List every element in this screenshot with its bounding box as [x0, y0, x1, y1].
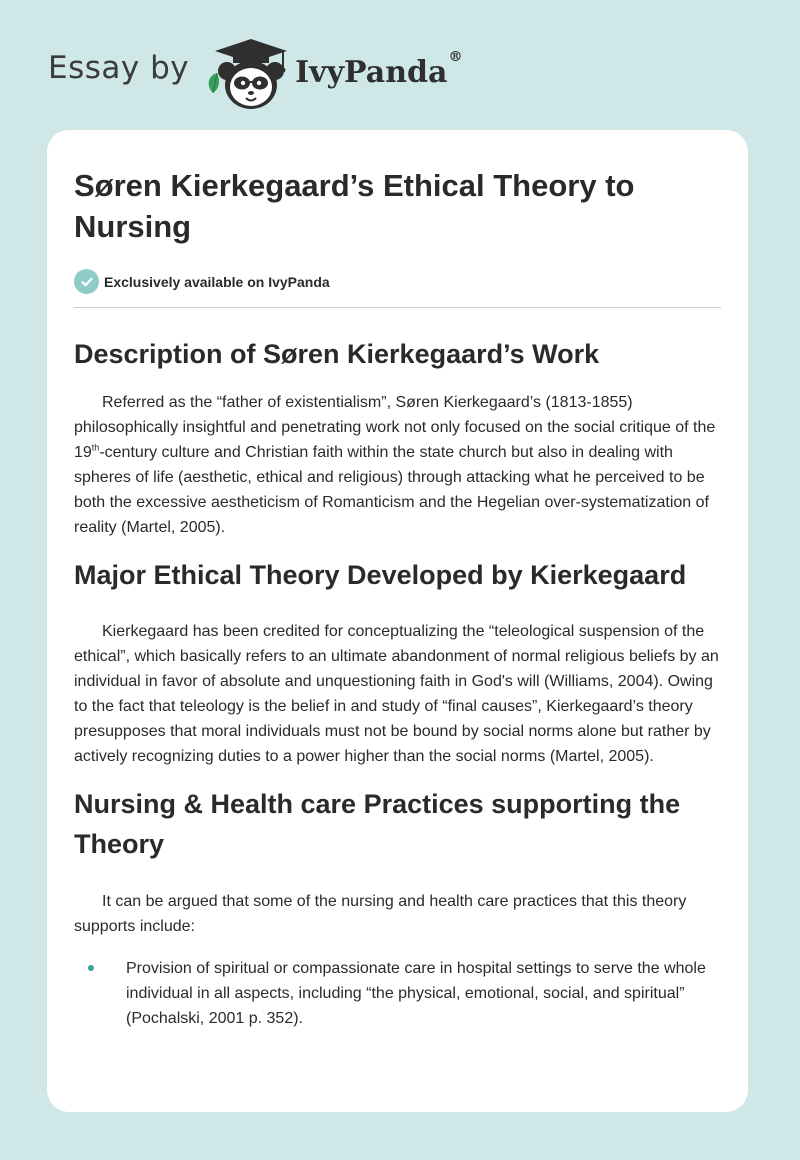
registered-mark: ® — [448, 48, 463, 65]
brand-header — [48, 34, 568, 114]
section-paragraph: It can be argued that some of the nursing and health care practices that this theory supports include: — [74, 893, 687, 935]
section-heading: Major Ethical Theory Developed by Kierkegaard — [74, 560, 687, 590]
section-paragraph: Referred as the “father of existentialism”, Søren Kierkegaard’s (1813-1855) philosophically insightful and penetrating work not only focused on the social critique of the 19th-century culture and Christian faith within the state church but also in dealing with spheres of life (aesthetic, ethical and religious) through attacking what he perceived to be both the excessive aestheticism of Romanticism and the Hegelian over-systematization of reality (Martel, 2005). — [74, 394, 716, 536]
exclusive-label: Exclusively available on IvyPanda — [104, 273, 330, 290]
essay-card — [47, 130, 748, 1112]
check-icon — [74, 269, 99, 294]
section-heading: Description of Søren Kierkegaard’s Work — [74, 339, 600, 369]
panda-graduate-icon[interactable] — [203, 35, 299, 113]
page-title: Søren Kierkegaard’s Ethical Theory to Nursing — [74, 168, 635, 244]
brand-name[interactable]: IvyPanda® — [295, 48, 463, 90]
list-item: Provision of spiritual or compassionate care in hospital settings to serve the whole individual in all aspects, including “the physical, emotional, social, and spiritual” (Pochalski, 2001 p. 352). — [74, 956, 721, 1031]
bullet-list — [74, 956, 721, 1031]
section-heading: Nursing & Health care Practices supporting the Theory — [74, 789, 681, 859]
divider — [74, 307, 721, 308]
section-paragraph: Kierkegaard has been credited for conceptualizing the “teleological suspension of the ethical”, which basically refers to an ultimate abandonment of normal religious beliefs by an individual in favor of absolute and unquestioning faith in God's will (Williams, 2004). Owing to the fact that teleology is the belief in and study of “final causes”, Kierkegaard’s theory presupposes that moral individuals must not be bound by social norms alone but rather by actively recognizing duties to a power higher than the social norms (Martel, 2005). — [74, 623, 719, 765]
brand-prefix: Essay by — [48, 50, 190, 86]
bullet-icon — [88, 965, 94, 971]
exclusive-badge — [74, 269, 721, 294]
superscript: th — [91, 442, 100, 453]
